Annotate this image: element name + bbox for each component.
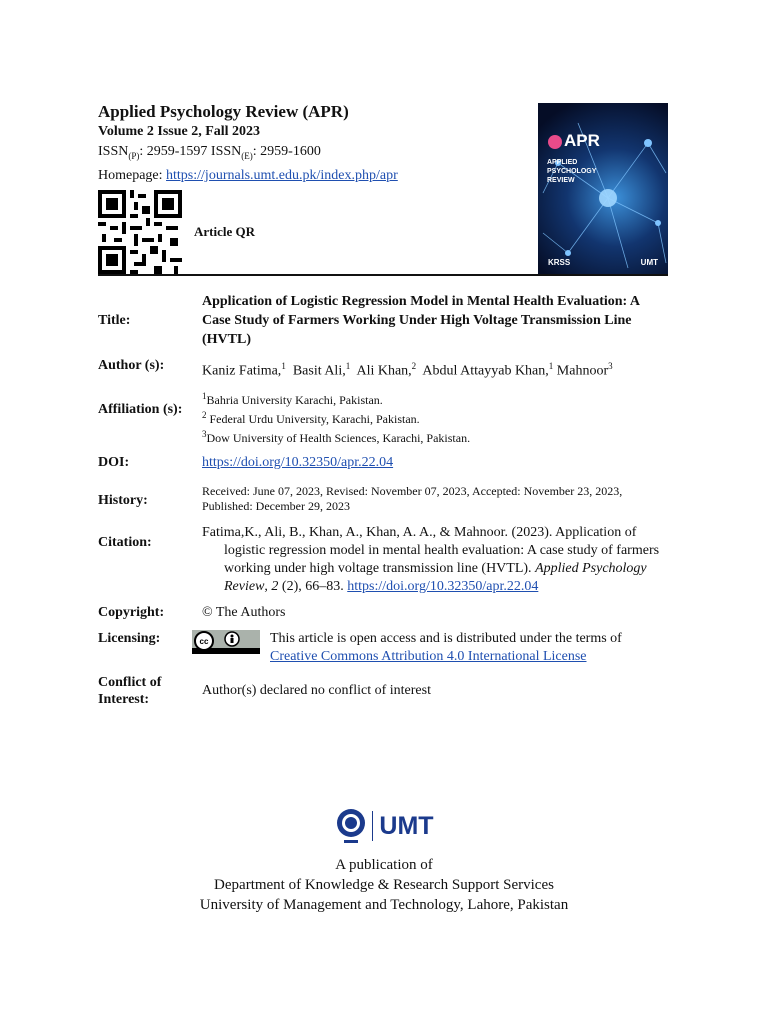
neuron-network-graphic [538, 103, 668, 275]
affiliation-list: $^1$Bahria University Karachi, Pakistan. $^2$ Federal Urdu University, Karachi, Pakistan. $^3$Dow University of Health Sciences, Karachi, Pakistan. [202, 390, 471, 445]
cover-apr-logo: APR [548, 131, 600, 151]
author-name: Ali Khan, [356, 363, 412, 379]
author-name: Basit Ali, [292, 363, 346, 379]
author-name: Abdul Attayyab Khan, [422, 363, 549, 379]
cover-umt-logo: UMT [640, 258, 658, 267]
publisher-footer [0, 806, 768, 915]
authors-label: Author (s): [98, 358, 165, 373]
journal-volume: Volume 2 Issue 2, Fall 2023 [98, 124, 261, 139]
licensing-row [98, 630, 668, 666]
history-dates: Received: June 07, 2023, Revised: November 07, 2023, Accepted: November 23, 2023, Published: December 29, 2023 [202, 483, 623, 513]
title-label: Title: [98, 313, 131, 328]
conflict-label: Conflict of Interest: [98, 674, 162, 707]
publication-of: A publication of [335, 857, 433, 873]
copyright-label: Copyright: [98, 604, 165, 620]
history-row [98, 484, 668, 514]
citation-label: Citation: [98, 534, 152, 550]
article-metadata [98, 292, 668, 716]
copyright-value: © The Authors [202, 604, 286, 620]
journal-cover-image [538, 103, 668, 275]
author-list: Kaniz Fatima,$^1$ Basit Ali,$^1$ Ali Khan,$^2$ Abdul Attayyab Khan,$^1$ Mahnoor$^3$ [202, 361, 613, 379]
affiliation-row [98, 389, 668, 446]
history-label: History: [98, 492, 148, 508]
conflict-value: Author(s) declared no conflict of interest [202, 682, 431, 698]
journal-title: Applied Psychology Review (APR) [98, 102, 349, 121]
publisher-university: University of Management and Technology, Lahore, Pakistan [199, 897, 569, 913]
journal-homepage: Homepage: https://journals.umt.edu.pk/index.php/apr [98, 167, 398, 183]
author-name: Kaniz Fatima, [202, 363, 282, 379]
citation-doi-link[interactable]: https://doi.org/10.32350/apr.22.04 [347, 578, 539, 594]
title-row [98, 292, 668, 349]
umt-logo-text: UMT [379, 811, 434, 840]
affiliation-label: Affiliation (s): [98, 401, 183, 417]
doi-label: DOI: [98, 454, 130, 470]
citation-row [98, 524, 668, 596]
doi-link[interactable]: https://doi.org/10.32350/apr.22.04 [202, 454, 394, 470]
article-qr-code [98, 190, 182, 274]
umt-logo [334, 806, 433, 846]
doi-row [98, 454, 668, 472]
publisher-department: Department of Knowledge & Research Support Services [214, 877, 554, 893]
header-divider [98, 274, 668, 276]
conflict-row [98, 674, 668, 708]
copyright-row [98, 604, 668, 622]
licensing-text: This article is open access and is distributed under the terms of Creative Commons Attribution 4.0 International License [270, 630, 622, 664]
journal-header [98, 102, 538, 274]
umt-emblem-icon [334, 806, 368, 846]
svg-text:cc: cc [199, 636, 209, 646]
journal-issn: $ISSN_{(P)}$: 2959-1597 $ISSN_{(E)}$: 2959-1600 [98, 144, 321, 161]
cc-by-license-icon [192, 630, 260, 654]
authors-row [98, 357, 668, 381]
author-name: Mahnoor [556, 363, 609, 379]
licensing-label: Licensing: [98, 630, 161, 646]
homepage-link[interactable]: https://journals.umt.edu.pk/index.php/apr [166, 167, 398, 183]
citation-text: Fatima,K., Ali, B., Khan, A., Khan, A. A., & Mahnoor. (2023). Application of logistic regression model in mental health evaluation: A case study of farmers working under high voltage transmission line (HVTL). Applied Psychology Review, 2 (2), 66–83. https://doi.org/10.32350/apr.22.04 [202, 524, 660, 594]
cover-krss-logo: KRSS [548, 258, 571, 267]
article-qr-label: Article QR [194, 223, 256, 239]
cover-journal-name: APPLIED PSYCHOLOGY REVIEW [547, 159, 597, 184]
article-title: Application of Logistic Regression Model in Mental Health Evaluation: A Case Study of Farmers Working Under High Voltage Transmission Line (HVTL) [202, 294, 640, 347]
license-link[interactable]: Creative Commons Attribution 4.0 International License [270, 648, 587, 664]
